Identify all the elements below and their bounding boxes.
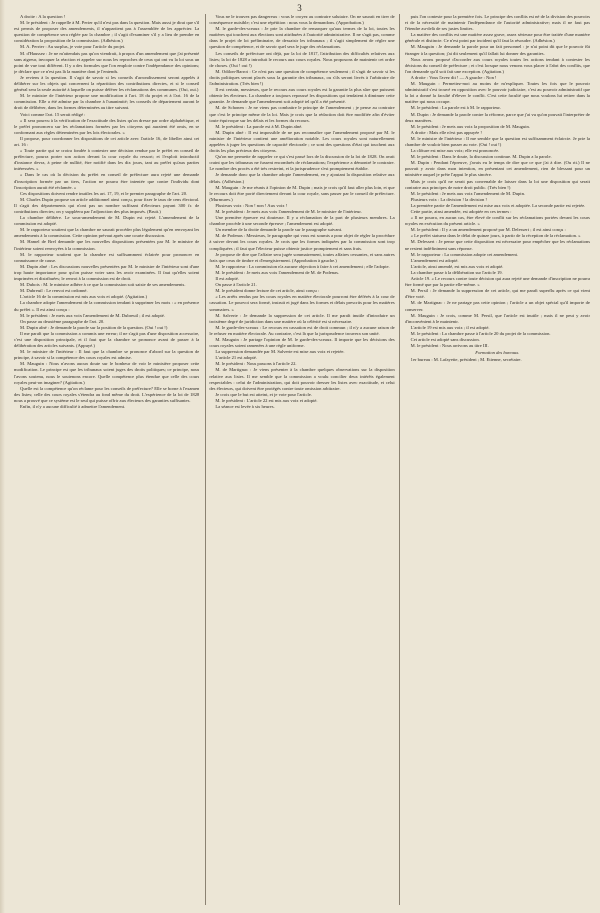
article-paragraph: M. le rapporteur : La commission n'a aucune objection à faire à cet amendement ; elle l'adopte. (215, 263, 390, 269)
article-paragraph: L'article, ainsi amendé, est mis aux voix et adopté. (410, 263, 504, 269)
article-paragraph: M. Mauguin : Je crois, comme M. Persil, que l'article est inutile ; mais il ne peut y avoir d'inconvénient à le maintenir. (404, 312, 590, 324)
article-paragraph: La matière des conflits est une matière assez grave, assez sérieuse pour être traitée d'une manière générale et distincte. Ce n'est point par incident qu'il faut la résoudre. (Adhésion.) (404, 32, 590, 44)
article-paragraph: « Le préfet statuera dans le délai de quinze jours, à partir de la réception de la réclamation. » (410, 233, 581, 239)
article-paragraph: La chambre adopte l'amendement de la commission tendant à supprimer les mots : « en présence du préfet ». Il est ainsi conçu : (14, 300, 200, 312)
article-paragraph: La première partie de l'amendement est mise aux voix et adoptée. La seconde partie est rejetée. (410, 202, 586, 208)
article-paragraph: Les conseils de préfecture ont déjà, par la loi de 1817, l'attribution des difficultés relatives aux listes; la loi de 1828 a introduit le recours aux cours royales. Nous proposons de maintenir cet ordre de choses. (Oui ! oui !) (209, 50, 395, 68)
article-paragraph: Plusieurs voix : La division ! la division ! (410, 196, 487, 202)
article-paragraph: Cet article est adopté sans discussion. (410, 336, 480, 342)
article-paragraph: M. Dupin aîné : Je demande la parole sur la position de la question. (Oui ! oui !) (20, 324, 168, 330)
article-paragraph: M. le rapporteur soutient que la chambre ne saurait procéder plus légalement qu'en renvoyant les amendements à la commission. Cette opinion prévaut après une courte discussion. (14, 227, 200, 239)
article-paragraph: M. le président : La parole est à M. le rapporteur. (410, 105, 501, 111)
article-paragraph: Article 19. « Le recours contre toute décision qui aura rejeté une demande d'inscription ne pourra être formé que par la partie elle-même. » (404, 276, 590, 288)
article-paragraph: M. Mauguin : Je me réunis à l'opinion de M. Dupin ; mais je crois qu'il faut aller plus loin, et que le recours doit être porté directement devant la cour royale, sans passer par le conseil de préfecture. (Murmures.) (209, 184, 395, 202)
article-paragraph: « Les arrêts rendus par les cours royales en matière électorale pourront être déférés à la cour de cassation. Le pourvoi sera formé, instruit et jugé dans les formes et délais prescrits pour les matières sommaires. » (209, 294, 395, 312)
article-paragraph: M. le président : Je rappelle à M. Perier qu'il n'est pas dans la question. Mais aussi je dirai que s'il est permis de proposer des amendements, il n'appartient pas à l'assemblée de les apprécier. La question de compétence sera réglée par la chambre ; il s'agit d'examiner s'il y a lieu de prendre en considération la proposition de la commission. (Adhésion.) (14, 20, 200, 44)
article-paragraph: M. Dubreuil : Le renvoi est ordonné. (20, 288, 88, 294)
article-paragraph: M. le président : Il y a un amendement proposé par M. Delessert ; il est ainsi conçu : (410, 227, 566, 233)
article-paragraph: La suppression demandée par M. Salverte est mise aux voix et rejetée. (215, 349, 345, 355)
article-paragraph: M. A. Perrier : Au surplus, je vote pour l'article du projet. (20, 44, 126, 50)
article-paragraph: M. de Martignac : Je ne partage pas cette opinion ; l'article a un objet spécial qu'il importe de conserver. (404, 300, 590, 312)
article-paragraph: Je reviens à la question. Il s'agit de savoir si les conseils d'arrondissement seront appelés à délibérer sur les objets qui concernent la répartition des contributions directes, et si le conseil général sera la seule autorité à laquelle on puisse déférer les réclamations des communes. (Oui, oui.) (14, 74, 200, 93)
article-paragraph: Voici comme l'art. 15 serait rédigé : (20, 111, 86, 117)
article-paragraph: Une première épreuve est douteuse. Il y a réclamation de la part de plusieurs membres. La chambre procède à une seconde épreuve ; l'amendement est adopté. (209, 215, 395, 227)
article-paragraph: M. Odilon-Barrot : Ce n'est pas une question de compétence seulement ; il s'agit de savoir si les droits politiques seront placés sous la garantie des tribunaux, ou s'ils seront livrés à l'arbitraire de l'administration. (Très bien !) (209, 68, 395, 87)
article-paragraph: L'amendement est adopté. (410, 257, 459, 263)
article-paragraph: Il me paraît que la commission a commis une erreur; il ne s'agit pas d'une disposition accessoire, c'est une disposition principale, et il faut que la chambre se prononce avant de passer à la délibération des articles suivants. (Appuyé.) (14, 330, 200, 349)
article-paragraph: Il est certain, messieurs, que le recours aux cours royales est la garantie la plus sûre que puissent obtenir les électeurs. La chambre a toujours repoussé les dispositions qui tendaient à diminuer cette garantie. Je demande que l'amendement soit adopté tel qu'il a été présenté. (209, 87, 395, 105)
article-paragraph: L'article 16 de la commission est mis aux voix et adopté. (Agitation.) (20, 294, 147, 300)
article-paragraph: Vous ne le trouvez pas dangereux : vous le croyez au contraire salutaire. On ne saurait en tirer de conséquence nuisible; c'est une répétition : nous vous la demandons. (Approbation.) (209, 14, 395, 26)
article-paragraph: M. Mauguin : Nous n'avons aucun doute sur le bonheur de voir le ministère proposer cette modification. Le principe est que les tribunaux soient juges des droits politiques; ce principe, nous l'avons soutenu, nous le soutenons encore. Quelle compétence plus étendue que celle des cours royales peut-on imaginer? (Agitation.) (14, 361, 200, 385)
article-paragraph: M. Charles Dupin propose un article additionnel ainsi conçu, pour fixer le taux de cens électoral. Il s'agit des départements qui n'ont pas un nombre suffisant d'électeurs payant 300 fr. de contributions directes; on y suppléera par l'adjonction des plus imposés. (Bruit.) (14, 196, 200, 214)
article-paragraph: M. le président : Je mets aux voix l'amendement de M. Dubreuil ; il est adopté. (20, 312, 165, 318)
text-columns (14, 14, 590, 907)
page-number: 3 (297, 3, 303, 13)
article-paragraph: puis l'on conteste pour la première fois. Le principe des conflits est né de la division des pouvoirs et de la nécessité de maintenir l'indépendance de l'autorité administrative; mais il ne faut pas l'étendre au-delà de ses justes limites. (404, 14, 590, 32)
article-paragraph: La clôture est mise aux voix; elle est prononcée. (410, 148, 500, 154)
article-paragraph: Ces dispositions doivent rendre inutiles les art. 17, 19, et le premier paragraphe de l'art. 20. (20, 190, 188, 196)
article-paragraph: « Il ne pourra, en aucun cas, être élevé de conflit sur les réclamations portées devant les cours royales en exécution du présent article. » (404, 215, 590, 227)
article-paragraph: M. le président : Je mets aux voix l'amendement de M. de Podenas. (215, 269, 340, 275)
article-paragraph: M. le président : Je mets aux voix l'amendement de M. le ministre de l'intérieur. (215, 209, 362, 214)
article-paragraph: M. Hamel de Brel demande que les nouvelles dispositions présentées par M. le ministre de l'intérieur soient renvoyées à la commission. (14, 239, 200, 251)
article-paragraph: M. Mauguin : Je demande la parole pour un fait personnel : je n'ai point dit que le pouvoir fût étranger à la question; j'ai dit seulement qu'il fallait lui donner des garanties. (404, 44, 590, 56)
article-paragraph: M. Dubois : M. le ministre adhère à ce que la commission soit saisie de ses amendements. (20, 282, 186, 288)
article-paragraph: A droite : Vous l'avez dit ! — A gauche : Non ! (410, 74, 497, 80)
article-paragraph: M. le président : La chambre passe à l'article 20 du projet de la commission. (410, 330, 551, 336)
article-paragraph: Formation des bureaux. (475, 350, 520, 356)
article-paragraph: M. le rapporteur : La commission adopte cet amendement. (410, 251, 519, 257)
article-paragraph: « Il sera pourvu à la vérification de l'exactitude des listes qu'on dresse par ordre alphabétique, et le préfet prononcera sur les réclamations formées par les citoyens qui auraient été omis, en se conformant aux règles déterminées par les lois électorales. » (14, 117, 200, 135)
article-paragraph: La chambre délibère. Le sous-amendement de M. Dupin est rejeté. L'amendement de la commission est adopté. (14, 215, 200, 227)
article-paragraph: M. Dupin : Pendant l'épreuve, j'avais eu le temps de dire que ce que j'ai à dire. (Ou rit.) Il ne pouvait y avoir dans mon intention, en présentant cet amendement, rien de blessant pour un ministère auquel je prête l'appui le plus sincère. (404, 160, 590, 178)
article-paragraph: M. le président : La parole est à M. Dupin aîné. (215, 123, 303, 129)
article-paragraph: M. le ministre de l'intérieur : Il faut que la chambre se prononce d'abord sur la question de principe, à savoir si la compétence des cours royales est admise. (14, 349, 200, 361)
article-paragraph: L'article 21 est adopté. (215, 355, 257, 361)
article-paragraph: M. Persil : Je demande la suppression de cet article, qui me paraît superflu après ce qui vient d'être voté. (404, 288, 590, 300)
article-paragraph: M. Delessert : Je pense que cette disposition est nécessaire pour empêcher que les réclamations ne restent indéfiniment sans réponse. (404, 239, 590, 251)
article-paragraph: M. le président : Nous passons à l'article 22. (215, 361, 297, 367)
article-paragraph: M. de Schonen : Je ne viens pas combattre le principe de l'amendement ; je pense au contraire que c'est le principe même de la loi. Mais je crois que la rédaction doit être modifiée afin d'éviter toute équivoque sur les délais et les formes du recours. (209, 105, 395, 123)
article-paragraph: Mais je crois qu'il ne serait pas convenable de laisser dans la loi une disposition qui serait contraire aux principes de notre droit public. (Très bien !) (404, 178, 590, 190)
article-paragraph: M. le garde-des-sceaux : Je prie la chambre de remarquer qu'aux termes de la loi, toutes les matières qui touchent aux élections sont attribuées à l'autorité administrative. Il ne s'agit pas, comme dans le projet de loi préliminaire, de dessaisir les tribunaux ; il s'agit simplement de régler une question de compétence, et de savoir quel sera le juge des réclamations. (209, 26, 395, 50)
article-paragraph: « Dans le cas où la décision du préfet en conseil de préfecture aura rejeté une demande d'inscription formée par un tiers, l'action ne pourra être intentée que contre l'individu dont l'inscription aurait été réclamée. » (14, 172, 200, 190)
article-paragraph: Je crois que le but est atteint, et je vote pour l'article. (215, 391, 312, 397)
article-paragraph: M. de Martignac : Je viens présenter à la chambre quelques observations sur la disposition relative aux listes. Il me semble que la commission a voulu concilier deux intérêts également respectables : celui de l'administration, qui doit pouvoir dresser les listes avec exactitude, et celui des électeurs, qui doivent être protégés contre toute omission arbitraire. (209, 367, 395, 391)
article-paragraph: A droite : Mais elle n'est pas appuyée ! (410, 129, 482, 135)
article-paragraph: M. le ministre de l'intérieur : Il me semble que la question est suffisamment éclaircie. Je prie la chambre de vouloir bien passer au vote. (Oui ! oui !) (404, 135, 590, 147)
article-paragraph: Cette partie, ainsi amendée, est adoptée en ces termes : (410, 209, 512, 214)
article-paragraph: Nous avons proposé d'accorder aux cours royales toutes les actions tendant à contester les décisions du conseil de préfecture ; et c'est lorsque nous venons vous placer à l'abri des conflits, que l'on demande qu'il soit fait une exception. (Agitation.) (404, 56, 590, 74)
article-paragraph: Il est adopté. (215, 276, 239, 282)
article-paragraph: M. Dupin aîné : Il est impossible de ne pas reconnaître que l'amendement proposé par M. le ministre de l'intérieur contient une amélioration notable. Les cours royales sont naturellement appelées à juger les questions de capacité électorale ; ce sont des questions d'état qui touchent aux droits les plus précieux des citoyens. (209, 129, 395, 154)
column-left (14, 14, 199, 907)
article-paragraph: Un membre de la droite demande la parole sur le paragraphe suivant. (215, 227, 343, 233)
article-paragraph: M. le président : Je mets aux voix la proposition de M. Mauguin. (410, 123, 530, 129)
article-paragraph: M. le président donne lecture de cet article, ainsi conçu : (215, 288, 320, 294)
article-paragraph: M. d'Haussez : Je ne m'attendais pas qu'on viendrait, à propos d'un amendement que j'ai présenté sans aigreur, invoquer la réaction et appeler sur nous les reproches de ceux qui ont vu la loi sous un point de vue tout différent. Il y a des formules que l'on emploie contre l'indépendance des opinions; je déclare que ce n'est pas là la manière dont je l'entends. (14, 50, 200, 74)
article-paragraph: Je demande donc que la chambre adopte l'amendement, en y ajoutant la disposition relative aux délais. (Adhésion.) (209, 172, 395, 184)
article-paragraph: L'article 19 est mis aux voix ; il est adopté. (410, 324, 490, 330)
article-paragraph: On passe à l'article 21. (215, 282, 257, 288)
article-paragraph: Qu'on me permette de rappeler ce qui s'est passé lors de la discussion de la loi de 1828. On avait craint que les tribunaux ne fussent encombrés de réclamations; l'expérience a démontré le contraire. Le nombre des procès a été très restreint, et la jurisprudence s'est promptement établie. (209, 154, 395, 172)
article-paragraph: On passe au deuxième paragraphe de l'art. 20. (20, 318, 105, 324)
article-paragraph: La séance est levée à six heures. (215, 404, 275, 409)
article-paragraph: M. de Podenas : Messieurs, le paragraphe qui vous est soumis a pour objet de régler la procédure à suivre devant les cours royales. Je crois que les formes indiquées par la commission sont trop compliquées ; il faut que l'électeur puisse obtenir justice promptement et sans frais. (209, 233, 395, 251)
article-paragraph: M. Dupin : Je demande la parole contre la réforme, parce que j'ai vu qu'on pouvait l'interpréter de deux manières. (404, 111, 590, 123)
column-middle (209, 14, 394, 907)
article-paragraph: La chambre passe à la délibération sur l'article 19. (410, 269, 503, 275)
article-paragraph: M. le président : Dans le doute, la discussion continue. M. Dupin a la parole. (410, 154, 552, 160)
article-paragraph: Je propose de dire que l'affaire sera jugée sommairement, toutes affaires cessantes, et sans autres frais que ceux de timbre et d'enregistrement. (Approbation à gauche.) (209, 251, 395, 263)
article-paragraph: M. le président : L'article 22 est mis aux voix et adopté. (215, 397, 318, 403)
article-paragraph: M. le ministre de l'intérieur propose une modification à l'art. 18 du projet et à l'art. 16 de la commission. Elle a été admise par la chambre à l'unanimité; les conseils de département auront le droit de délibérer, dans les formes déterminées au titre suivant. (14, 93, 200, 111)
article-paragraph: Quelle est la compétence qu'on réclame pour les conseils de préfecture? Elle se borne à l'examen des listes; celle des cours royales s'étendra au fond même du droit. L'expérience de la loi de 1828 nous a prouvé que ce système est le seul qui puisse offrir aux électeurs des garanties suffisantes. (14, 385, 200, 403)
article-paragraph: Plusieurs voix : Non ! non ! Aux voix ! (215, 202, 288, 208)
article-paragraph: 1er bureau : M. Lafayette, président ; M. Etienne, secrétaire. (410, 357, 522, 363)
article-paragraph: Il propose, pour coordonner les dispositions de cet article avec l'article 16, de libeller ainsi cet art. 16 : (14, 135, 200, 147)
article-paragraph: M. Mauguin : Je partage l'opinion de M. le garde-des-sceaux. Il importe que les décisions des cours royales soient ramenées à une règle uniforme. (209, 336, 395, 349)
column-right (405, 14, 590, 907)
article-paragraph: A droite : A la question ! (20, 14, 66, 19)
article-paragraph: M. le président : Nous arrivons au titre III. (410, 343, 489, 349)
article-paragraph: M. le garde-des-sceaux : Le recours en cassation est de droit commun ; il n'y a aucune raison de le refuser en matière électorale. Au contraire, c'est là que la jurisprudence trouvera son unité. (209, 324, 395, 336)
article-paragraph: M. Salverte : Je demande la suppression de cet article. Il me paraît inutile d'introduire un troisième degré de juridiction dans une matière où la célérité est si nécessaire. (209, 312, 395, 324)
article-paragraph: « Toute partie qui se croira fondée à contester une décision rendue par le préfet en conseil de préfecture, pourra porter son action devant la cour royale du ressort; et l'exploit introductif d'instance devra, à peine de nullité, être notifié dans les dix jours, tant au préfet qu'aux parties intéressées. » (14, 148, 200, 172)
article-paragraph: Enfin, il n'y a aucune difficulté à admettre l'amendement. (20, 404, 126, 409)
article-paragraph: M. Dupin aîné : Les discussions nouvelles présentées par M. le ministre de l'intérieur sont d'une trop haute importance pour qu'on puisse voter sans les avoir examinées. Il faut qu'elles soient imprimées et distribuées; le renvoi à la commission est de droit. (14, 263, 200, 282)
article-paragraph: M. Mauguin : Permettez-moi au moins de m'expliquer. Toutes les fois que le pouvoir administratif s'est trouvé en opposition avec le pouvoir judiciaire, c'est au pouvoir administratif que la loi a donné la faculté d'élever le conflit. C'est cette faculté que nous voulons lui retirer dans la matière qui nous occupe. (404, 81, 590, 105)
page-spine-shadow (0, 0, 5, 913)
article-paragraph: M. le président : Je mets aux voix l'amendement de M. Dupin. (410, 190, 526, 196)
article-paragraph: M. le rapporteur soutient que la chambre est suffisamment éclairée pour prononcer en connaissance de cause. (14, 251, 200, 263)
